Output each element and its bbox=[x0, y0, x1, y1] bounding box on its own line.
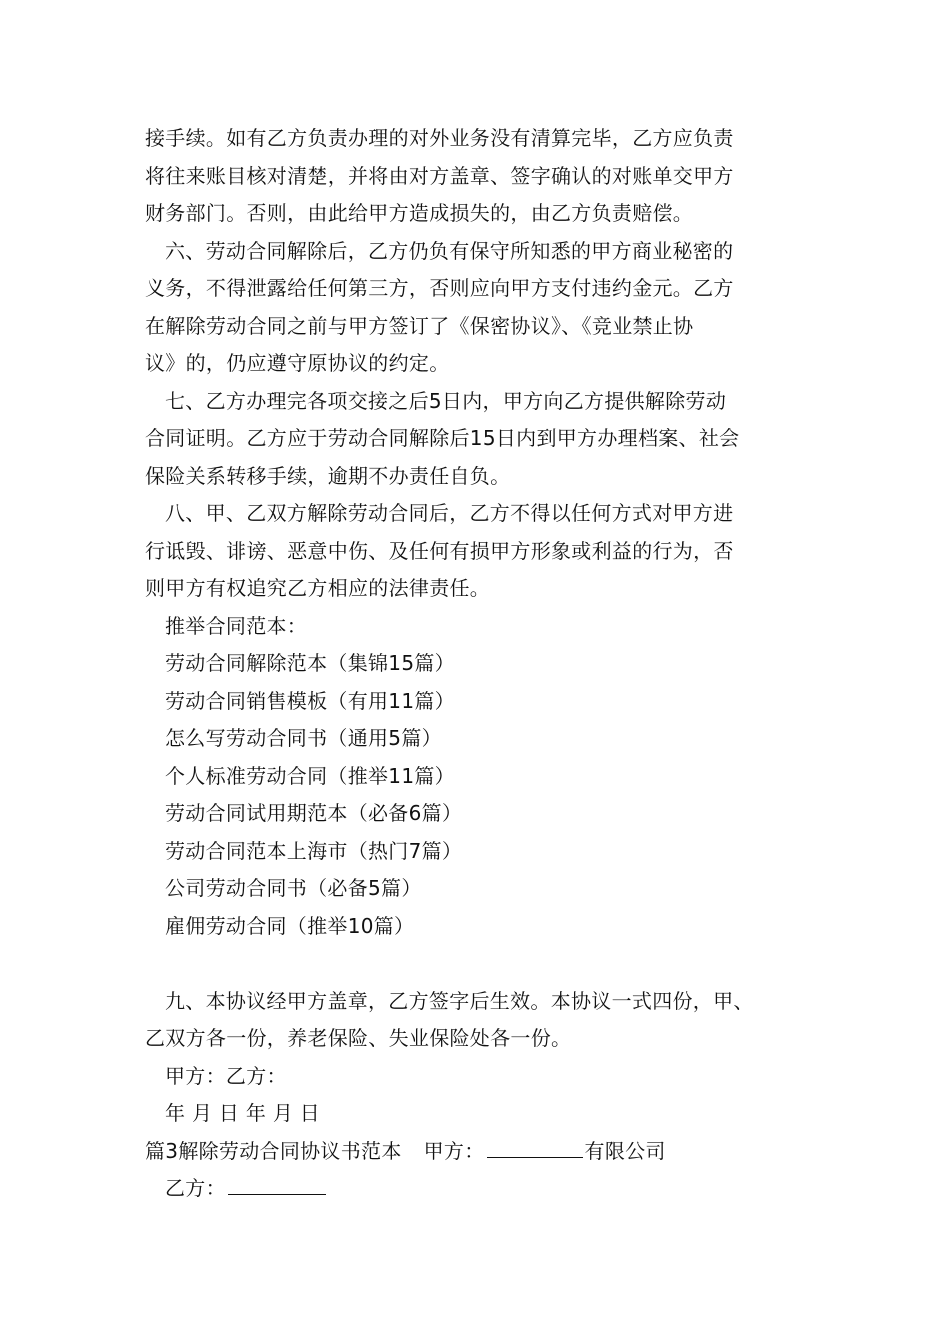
signature-parties: 甲方：乙方： bbox=[165, 1063, 287, 1088]
next-article-heading: 篇3解除劳动合同协议书范本 bbox=[145, 1138, 402, 1163]
document-body bbox=[145, 120, 815, 1208]
signature-date: 年 月 日 年 月 日 bbox=[165, 1101, 321, 1125]
clause-6-line: 议》的，仍应遵守原协议的约定。 bbox=[145, 351, 450, 375]
blank-line bbox=[145, 945, 815, 983]
recommend-link[interactable]: 个人标准劳动合同（推举11篇） bbox=[165, 763, 455, 788]
clause-6-line: 在解除劳动合同之前与甲方签订了《保密协议》、《竞业禁止协 bbox=[145, 313, 694, 338]
clause-6-line: 义务，不得泄露给任何第三方，否则应向甲方支付违约金元。乙方 bbox=[145, 276, 734, 300]
body-line: 接手续。如有乙方负责办理的对外业务没有清算完毕，乙方应负责 bbox=[145, 126, 734, 150]
next-article-header bbox=[145, 1133, 815, 1171]
clause-8-line: 则甲方有权追究乙方相应的法律责任。 bbox=[145, 576, 491, 600]
party-b-label: 乙方： bbox=[165, 1176, 226, 1200]
recommend-link[interactable]: 公司劳动合同书（必备5篇） bbox=[165, 876, 422, 900]
clause-8-line: 行诋毁、诽谤、恶意中伤、及任何有损甲方形象或利益的行为，否 bbox=[145, 538, 734, 563]
recommend-title: 推举合同范本： bbox=[165, 613, 308, 638]
party-a-blank bbox=[487, 1133, 583, 1158]
clause-9-line: 九、本协议经甲方盖章，乙方签字后生效。本协议一式四份，甲、 bbox=[165, 988, 754, 1013]
recommend-link[interactable]: 劳动合同试用期范本（必备6篇） bbox=[165, 801, 463, 825]
clause-7-line: 合同证明。乙方应于劳动合同解除后15日内到甲方办理档案、社会 bbox=[145, 426, 740, 450]
clause-6-line: 六、劳动合同解除后，乙方仍负有保守所知悉的甲方商业秘密的 bbox=[165, 238, 734, 263]
recommend-link[interactable]: 劳动合同解除范本（集锦15篇） bbox=[165, 651, 455, 675]
party-a-suffix: 有限公司 bbox=[584, 1138, 666, 1163]
recommend-link[interactable]: 劳动合同销售模板（有用11篇） bbox=[165, 688, 455, 713]
recommend-link[interactable]: 劳动合同范本上海市（热门7篇） bbox=[165, 838, 463, 863]
recommend-link[interactable]: 怎么写劳动合同书（通用5篇） bbox=[165, 726, 442, 750]
party-b-line bbox=[145, 1170, 815, 1208]
body-line: 将往来账目核对清楚，并将由对方盖章、签字确认的对账单交甲方 bbox=[145, 163, 734, 188]
body-line: 财务部门。否则，由此给甲方造成损失的，由乙方负责赔偿。 bbox=[145, 201, 694, 225]
clause-7-line: 保险关系转移手续，逾期不办责任自负。 bbox=[145, 463, 511, 488]
clause-8-line: 八、甲、乙双方解除劳动合同后，乙方不得以任何方式对甲方进 bbox=[165, 501, 734, 525]
party-a-label: 甲方： bbox=[423, 1138, 485, 1163]
clause-9-line: 乙双方各一份，养老保险、失业保险处各一份。 bbox=[145, 1026, 572, 1050]
clause-7-line: 七、乙方办理完各项交接之后5日内，甲方向乙方提供解除劳动 bbox=[165, 388, 727, 413]
recommend-link[interactable]: 雇佣劳动合同（推举10篇） bbox=[165, 913, 415, 938]
party-b-blank bbox=[228, 1170, 326, 1195]
